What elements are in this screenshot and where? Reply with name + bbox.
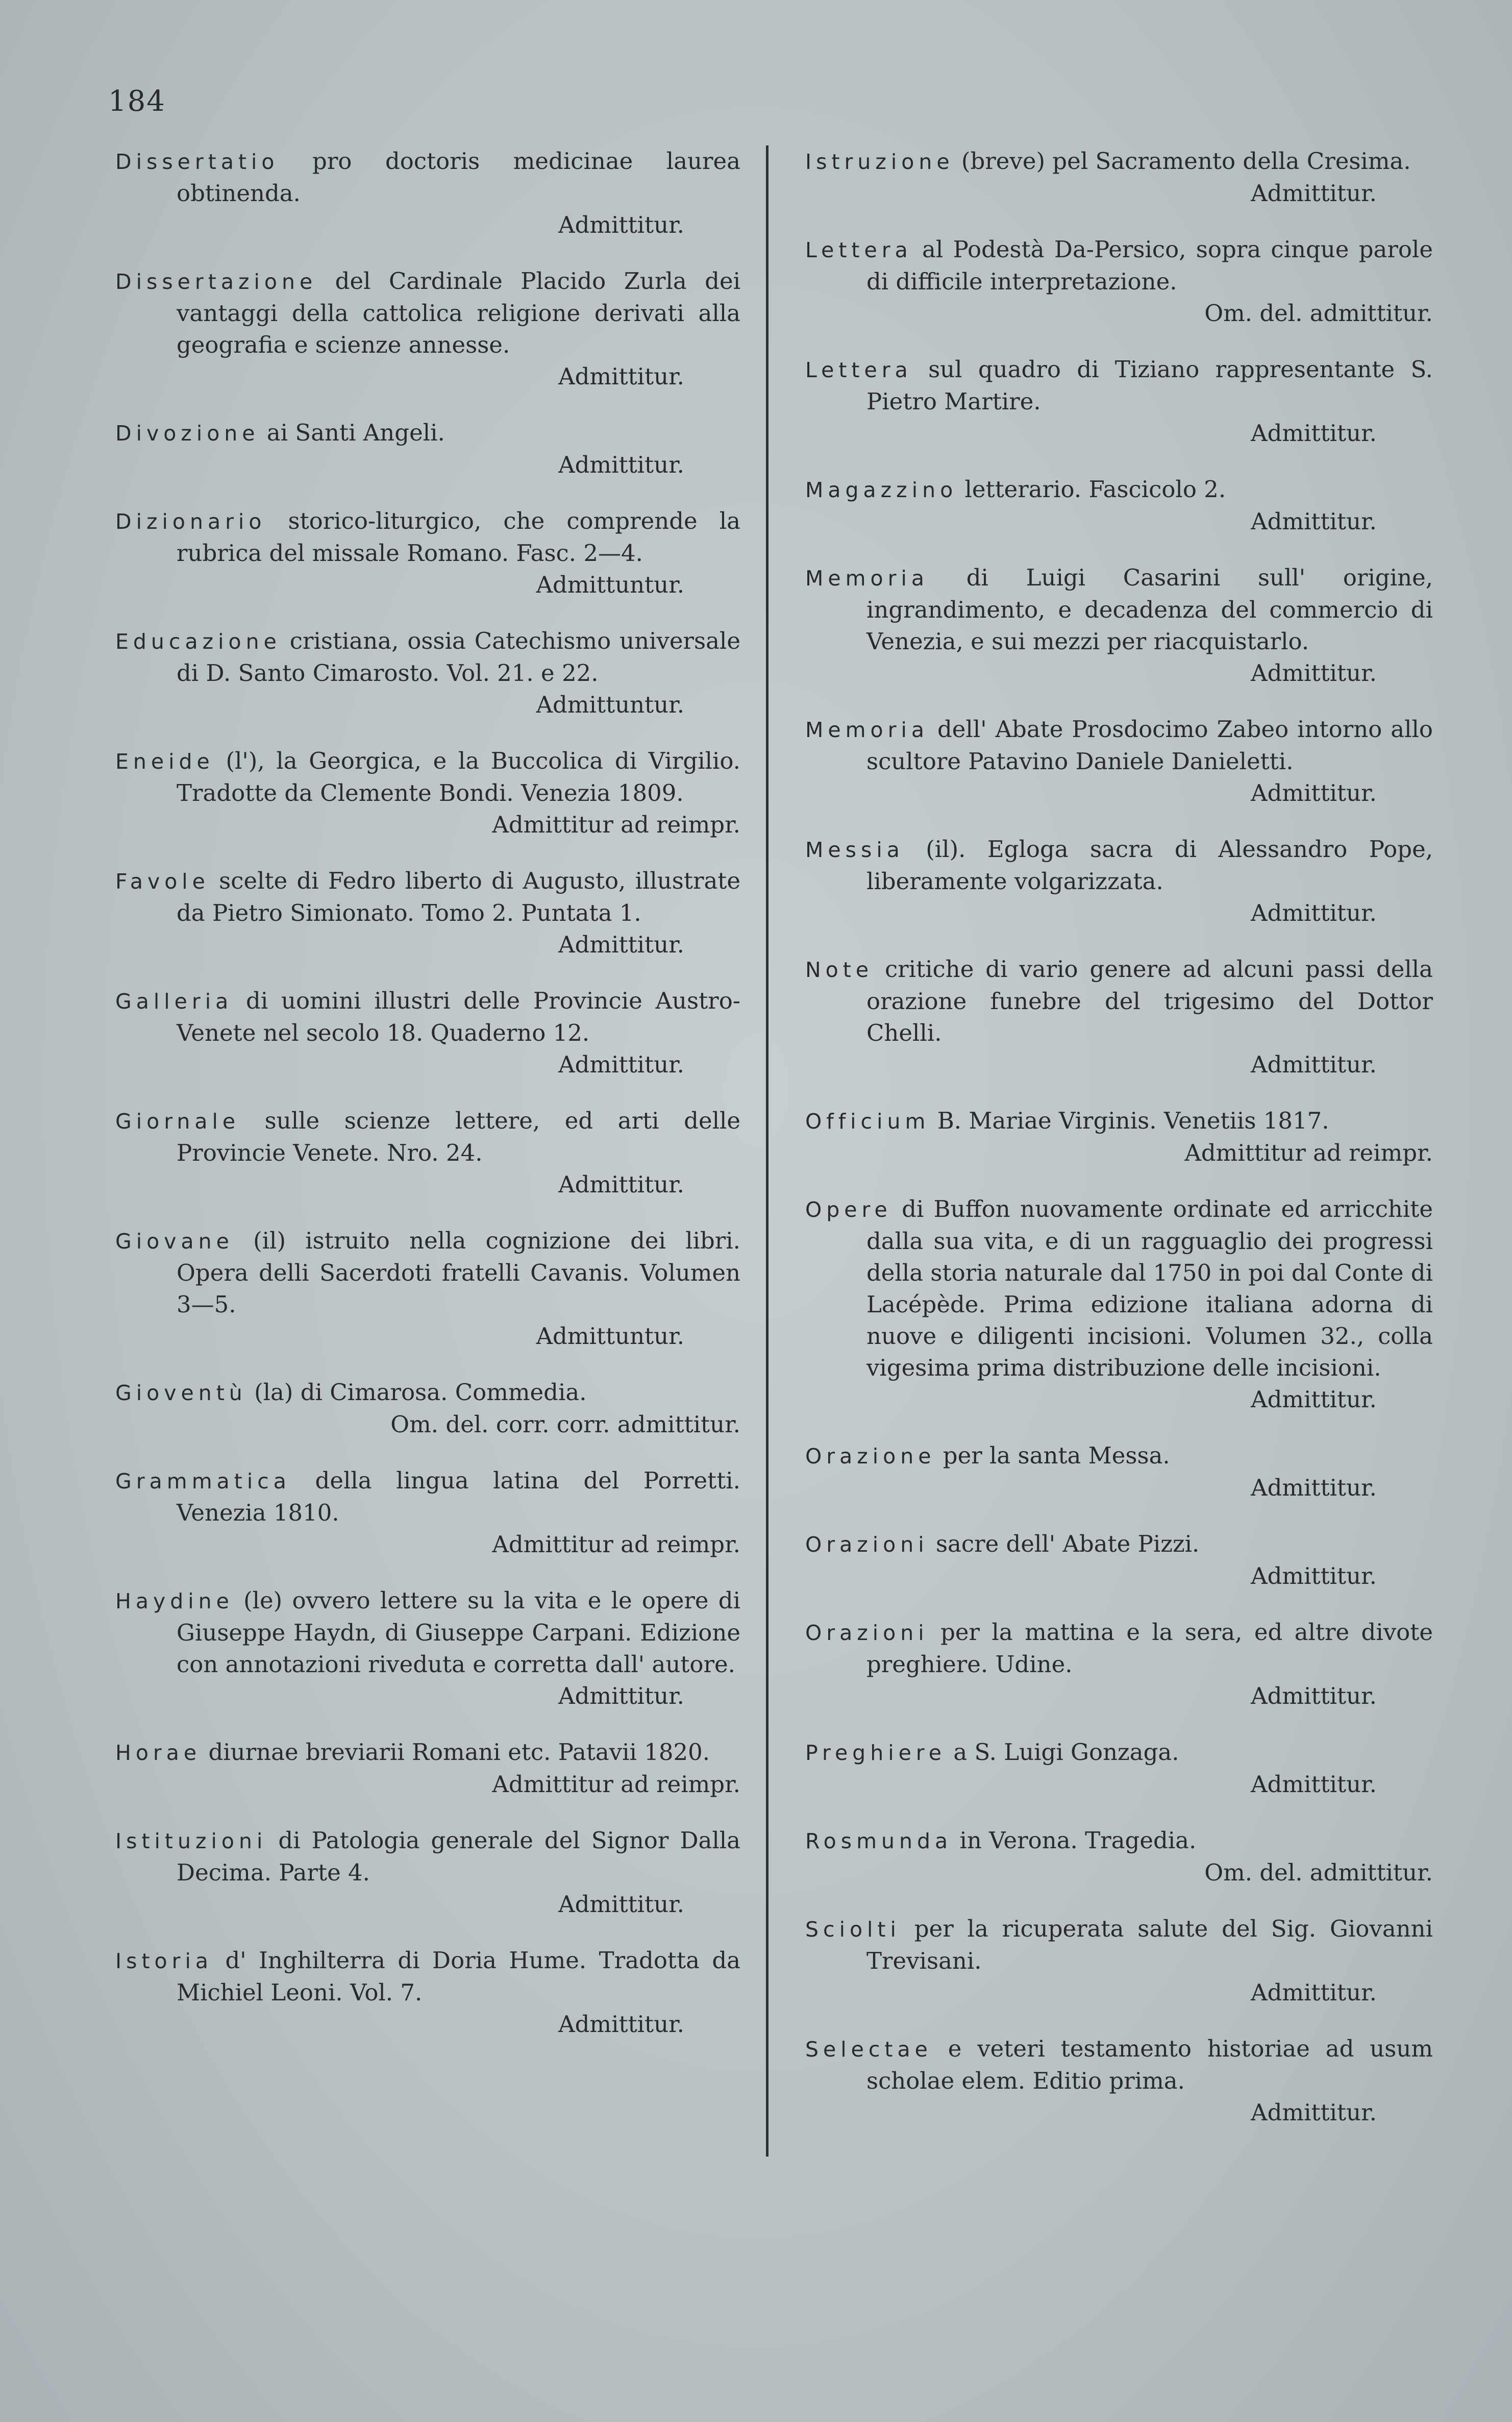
entry-description: sulle scienze lettere, ed arti delle Provincie Venete. Nro. 24. <box>177 1107 740 1166</box>
entry-description: (l'), la Georgica, e la Buccolica di Virgilio. Tradotte da Clemente Bondi. Venezia 1809. <box>177 747 740 806</box>
entry-headword: Selectae <box>805 2037 932 2062</box>
entry-description: (il). Egloga sacra di Alessandro Pope, liberamente volgarizzata. <box>866 836 1433 895</box>
entry-text <box>805 145 1433 178</box>
entry-text <box>805 1617 1433 1680</box>
entry-description: di Buffon nuovamente ordinate ed arricchite dalla sua vita, e di un ragguaglio dei progressi della storia naturale dal 1750 in poi dal Conte di Lacépède. Prima edizione italiana adorna di nuove e diligenti incisioni. Volumen 32., colla vigesima prima distribuzione delle incisioni. <box>866 1195 1433 1381</box>
entry-verdict: Admittitur. <box>558 363 684 390</box>
catalog-entry <box>805 834 1433 929</box>
entry-headword: Giornale <box>115 1109 240 1134</box>
catalog-entry <box>115 1377 740 1440</box>
catalog-entry <box>805 2033 1433 2129</box>
entry-description: per la mattina e la sera, ed altre divote preghiere. Udine. <box>866 1619 1433 1678</box>
entry-verdict: Admittitur. <box>1251 420 1377 447</box>
entry-headword: Officium <box>805 1109 930 1134</box>
catalog-entry <box>805 474 1433 537</box>
entry-verdict: Admittitur. <box>1251 899 1377 926</box>
catalog-entry <box>115 1105 740 1201</box>
entry-description: (il) istruito nella cognizione dei libri. Opera delli Sacerdoti fratelli Cavanis. Volumen 3—5. <box>177 1227 740 1318</box>
entry-verdict: Admittitur. <box>558 2011 684 2038</box>
entry-verdict: Admittitur. <box>558 931 684 958</box>
catalog-entry <box>115 985 740 1081</box>
entry-verdict: Admittitur. <box>558 1891 684 1918</box>
catalog-entry <box>805 1528 1433 1592</box>
entry-headword: Giovane <box>115 1229 234 1254</box>
entry-text <box>115 1377 740 1409</box>
catalog-entry <box>115 1825 740 1920</box>
entry-verdict: Admittitur. <box>1251 1771 1377 1798</box>
entry-verdict: Admittitur. <box>1251 1474 1377 1501</box>
entry-headword: Orazioni <box>805 1532 929 1557</box>
entry-verdict: Admittitur. <box>1251 779 1377 806</box>
entry-verdict: Admittuntur. <box>536 571 684 598</box>
entry-description: di Luigi Casarini sull' origine, ingrandimento, e decadenza del commercio di Venezia, e sui mezzi per riacquistarlo. <box>866 564 1433 655</box>
catalog-entry <box>115 625 740 721</box>
entry-verdict: Admittitur. <box>1251 1979 1377 2006</box>
entry-headword: Favole <box>115 869 210 894</box>
entry-verdict: Admittitur ad reimpr. <box>492 1531 740 1558</box>
entry-verdict: Admittitur. <box>1251 2099 1377 2126</box>
entry-text <box>805 1825 1433 1857</box>
entry-description: storico-liturgico, che comprende la rubrica del missale Romano. Fasc. 2—4. <box>177 507 740 567</box>
entry-text <box>115 1105 740 1169</box>
entry-description: sacre dell' Abate Pizzi. <box>935 1530 1200 1557</box>
catalog-entry <box>115 745 740 841</box>
entry-verdict: Admittitur. <box>1251 180 1377 207</box>
entry-description: ai Santi Angeli. <box>266 419 445 446</box>
entry-text <box>115 1585 740 1680</box>
entry-text <box>115 1225 740 1320</box>
entry-headword: Messia <box>805 838 904 862</box>
entry-description: letterario. Fascicolo 2. <box>964 476 1226 503</box>
entry-headword: Haydine <box>115 1589 234 1613</box>
entry-text <box>805 714 1433 777</box>
catalog-entry <box>805 1617 1433 1712</box>
entry-text <box>115 865 740 929</box>
entry-description: pro doctoris medicinae laurea obtinenda. <box>177 148 740 207</box>
entry-verdict: Admittitur. <box>558 211 684 238</box>
entry-text <box>805 1528 1433 1560</box>
entry-description: critiche di vario genere ad alcuni passi della orazione funebre del trigesimo del Dottor Chelli. <box>866 956 1433 1046</box>
entry-text <box>805 1105 1433 1137</box>
catalog-entry <box>115 417 740 481</box>
catalog-entry <box>805 562 1433 689</box>
entry-headword: Orazione <box>805 1444 936 1469</box>
entry-headword: Orazioni <box>805 1621 929 1645</box>
entry-verdict: Admittitur. <box>558 451 684 478</box>
entry-description: per la ricuperata salute del Sig. Giovanni Trevisani. <box>866 1915 1433 1974</box>
entry-text <box>115 505 740 569</box>
entry-description: a S. Luigi Gonzaga. <box>953 1739 1179 1766</box>
entry-description: d' Inghilterra di Doria Hume. Tradotta da Michiel Leoni. Vol. 7. <box>177 1947 740 2006</box>
catalog-entry <box>115 145 740 241</box>
entry-verdict: Admittitur ad reimpr. <box>1184 1139 1433 1166</box>
entry-headword: Preghiere <box>805 1741 946 1765</box>
catalog-entry <box>805 354 1433 449</box>
entry-description: B. Mariae Virginis. Venetiis 1817. <box>937 1107 1329 1134</box>
entry-verdict: Admittitur. <box>1251 1562 1377 1589</box>
entry-headword: Lettera <box>805 358 912 382</box>
entry-text <box>805 1440 1433 1472</box>
entry-headword: Eneide <box>115 749 214 774</box>
entry-text <box>115 745 740 809</box>
entry-verdict: Admittitur ad reimpr. <box>492 1771 740 1798</box>
entry-text <box>115 1825 740 1889</box>
catalog-entry <box>805 234 1433 329</box>
entry-verdict: Admittitur. <box>558 1171 684 1198</box>
entry-verdict: Admittitur. <box>1251 1051 1377 1078</box>
entry-description: dell' Abate Prosdocimo Zabeo intorno allo scultore Patavino Daniele Danieletti. <box>866 716 1433 775</box>
entry-description: cristiana, ossia Catechismo universale di D. Santo Cimarosto. Vol. 21. e 22. <box>177 627 740 687</box>
entry-headword: Educazione <box>115 629 281 654</box>
catalog-entry <box>115 1585 740 1712</box>
catalog-entry <box>805 145 1433 209</box>
entry-description: e veteri testamento historiae ad usum scholae elem. Editio prima. <box>866 2035 1433 2094</box>
catalog-entry <box>115 505 740 601</box>
entry-headword: Magazzino <box>805 478 958 502</box>
entry-text <box>115 145 740 209</box>
entry-text <box>115 985 740 1049</box>
catalog-entry <box>805 1825 1433 1889</box>
column-divider <box>766 145 769 2157</box>
entry-description: del Cardinale Placido Zurla dei vantaggi della cattolica religione derivati alla geografia e scienze annesse. <box>177 267 740 358</box>
entry-verdict: Admittitur. <box>558 1682 684 1709</box>
left-column <box>115 145 740 2065</box>
entry-headword: Istruzione <box>805 150 954 174</box>
catalog-entry <box>805 1736 1433 1800</box>
entry-verdict: Admittitur. <box>558 1051 684 1078</box>
entry-headword: Grammatica <box>115 1469 291 1494</box>
entry-verdict: Admittitur ad reimpr. <box>492 811 740 838</box>
entry-headword: Dissertazione <box>115 270 317 294</box>
entry-verdict: Admittuntur. <box>536 691 684 718</box>
entry-description: scelte di Fedro liberto di Augusto, illustrate da Pietro Simionato. Tomo 2. Puntata 1. <box>177 867 740 926</box>
entry-text <box>115 417 740 449</box>
entry-verdict: Admittitur. <box>1251 1682 1377 1709</box>
entry-description: di Patologia generale del Signor Dalla Decima. Parte 4. <box>177 1827 740 1886</box>
entry-headword: Rosmunda <box>805 1829 953 1853</box>
entry-text <box>805 1193 1433 1384</box>
entry-text <box>805 953 1433 1049</box>
entry-description: (la) di Cimarosa. Commedia. <box>254 1379 587 1406</box>
entry-description: (le) ovvero lettere su la vita e le opere di Giuseppe Haydn, di Giuseppe Carpani. Edizione con annotazioni riveduta e corretta dall' autore. <box>177 1587 740 1678</box>
entry-description: sul quadro di Tiziano rappresentante S. Pietro Martire. <box>866 356 1433 415</box>
catalog-entry <box>115 1465 740 1560</box>
entry-verdict: Admittitur. <box>1251 508 1377 535</box>
entry-text <box>115 1465 740 1529</box>
entry-headword: Gioventù <box>115 1381 247 1405</box>
entry-headword: Note <box>805 958 874 982</box>
entry-headword: Sciolti <box>805 1917 901 1942</box>
catalog-entry <box>115 1225 740 1352</box>
entry-headword: Memoria <box>805 566 929 591</box>
entry-description: di uomini illustri delle Provincie Austro-Venete nel secolo 18. Quaderno 12. <box>177 987 740 1046</box>
entry-text <box>115 265 740 361</box>
entry-description: per la santa Messa. <box>943 1442 1170 1469</box>
entry-verdict: Admittuntur. <box>536 1323 684 1350</box>
catalog-entry <box>115 265 740 393</box>
entry-text <box>805 1913 1433 1977</box>
entry-text <box>115 1736 740 1769</box>
entry-verdict: Admittitur. <box>1251 659 1377 687</box>
entry-description: al Podestà Da-Persico, sopra cinque parole di difficile interpretazione. <box>866 236 1433 295</box>
entry-headword: Istoria <box>115 1949 213 1973</box>
entry-headword: Divozione <box>115 421 260 446</box>
entry-text <box>115 1945 740 2009</box>
entry-headword: Opere <box>805 1197 892 1222</box>
catalog-entry <box>805 953 1433 1081</box>
catalog-entry <box>805 1913 1433 2009</box>
catalog-entry <box>805 714 1433 809</box>
entry-text <box>805 834 1433 897</box>
entry-text <box>805 474 1433 506</box>
entry-text <box>805 2033 1433 2097</box>
catalog-entry <box>805 1193 1433 1415</box>
entry-headword: Dissertatio <box>115 150 279 174</box>
catalog-entry <box>115 1945 740 2040</box>
entry-text <box>805 234 1433 298</box>
right-column <box>805 145 1433 2153</box>
entry-verdict: Om. del. admittitur. <box>1204 300 1433 327</box>
entry-description: della lingua latina del Porretti. Venezia 1810. <box>177 1467 740 1526</box>
entry-headword: Horae <box>115 1741 202 1765</box>
entry-headword: Lettera <box>805 238 912 262</box>
entry-description: in Verona. Tragedia. <box>959 1827 1197 1854</box>
entry-headword: Istituzioni <box>115 1829 267 1853</box>
entry-headword: Dizionario <box>115 509 266 534</box>
entry-text <box>805 1736 1433 1769</box>
entry-verdict: Admittitur. <box>1251 1386 1377 1413</box>
entry-verdict: Om. del. admittitur. <box>1204 1859 1433 1886</box>
entry-description: diurnae breviarii Romani etc. Patavii 1820. <box>208 1739 710 1766</box>
catalog-entry <box>115 1736 740 1800</box>
entry-headword: Memoria <box>805 718 929 742</box>
entry-verdict: Om. del. corr. corr. admittitur. <box>390 1411 740 1438</box>
entry-text <box>115 625 740 689</box>
page-number: 184 <box>108 85 166 118</box>
entry-text <box>805 562 1433 657</box>
entry-headword: Galleria <box>115 989 233 1014</box>
catalog-entry <box>805 1105 1433 1169</box>
entry-text <box>805 354 1433 418</box>
catalog-entry <box>805 1440 1433 1504</box>
entry-description: (breve) pel Sacramento della Cresima. <box>961 148 1411 175</box>
catalog-entry <box>115 865 740 961</box>
